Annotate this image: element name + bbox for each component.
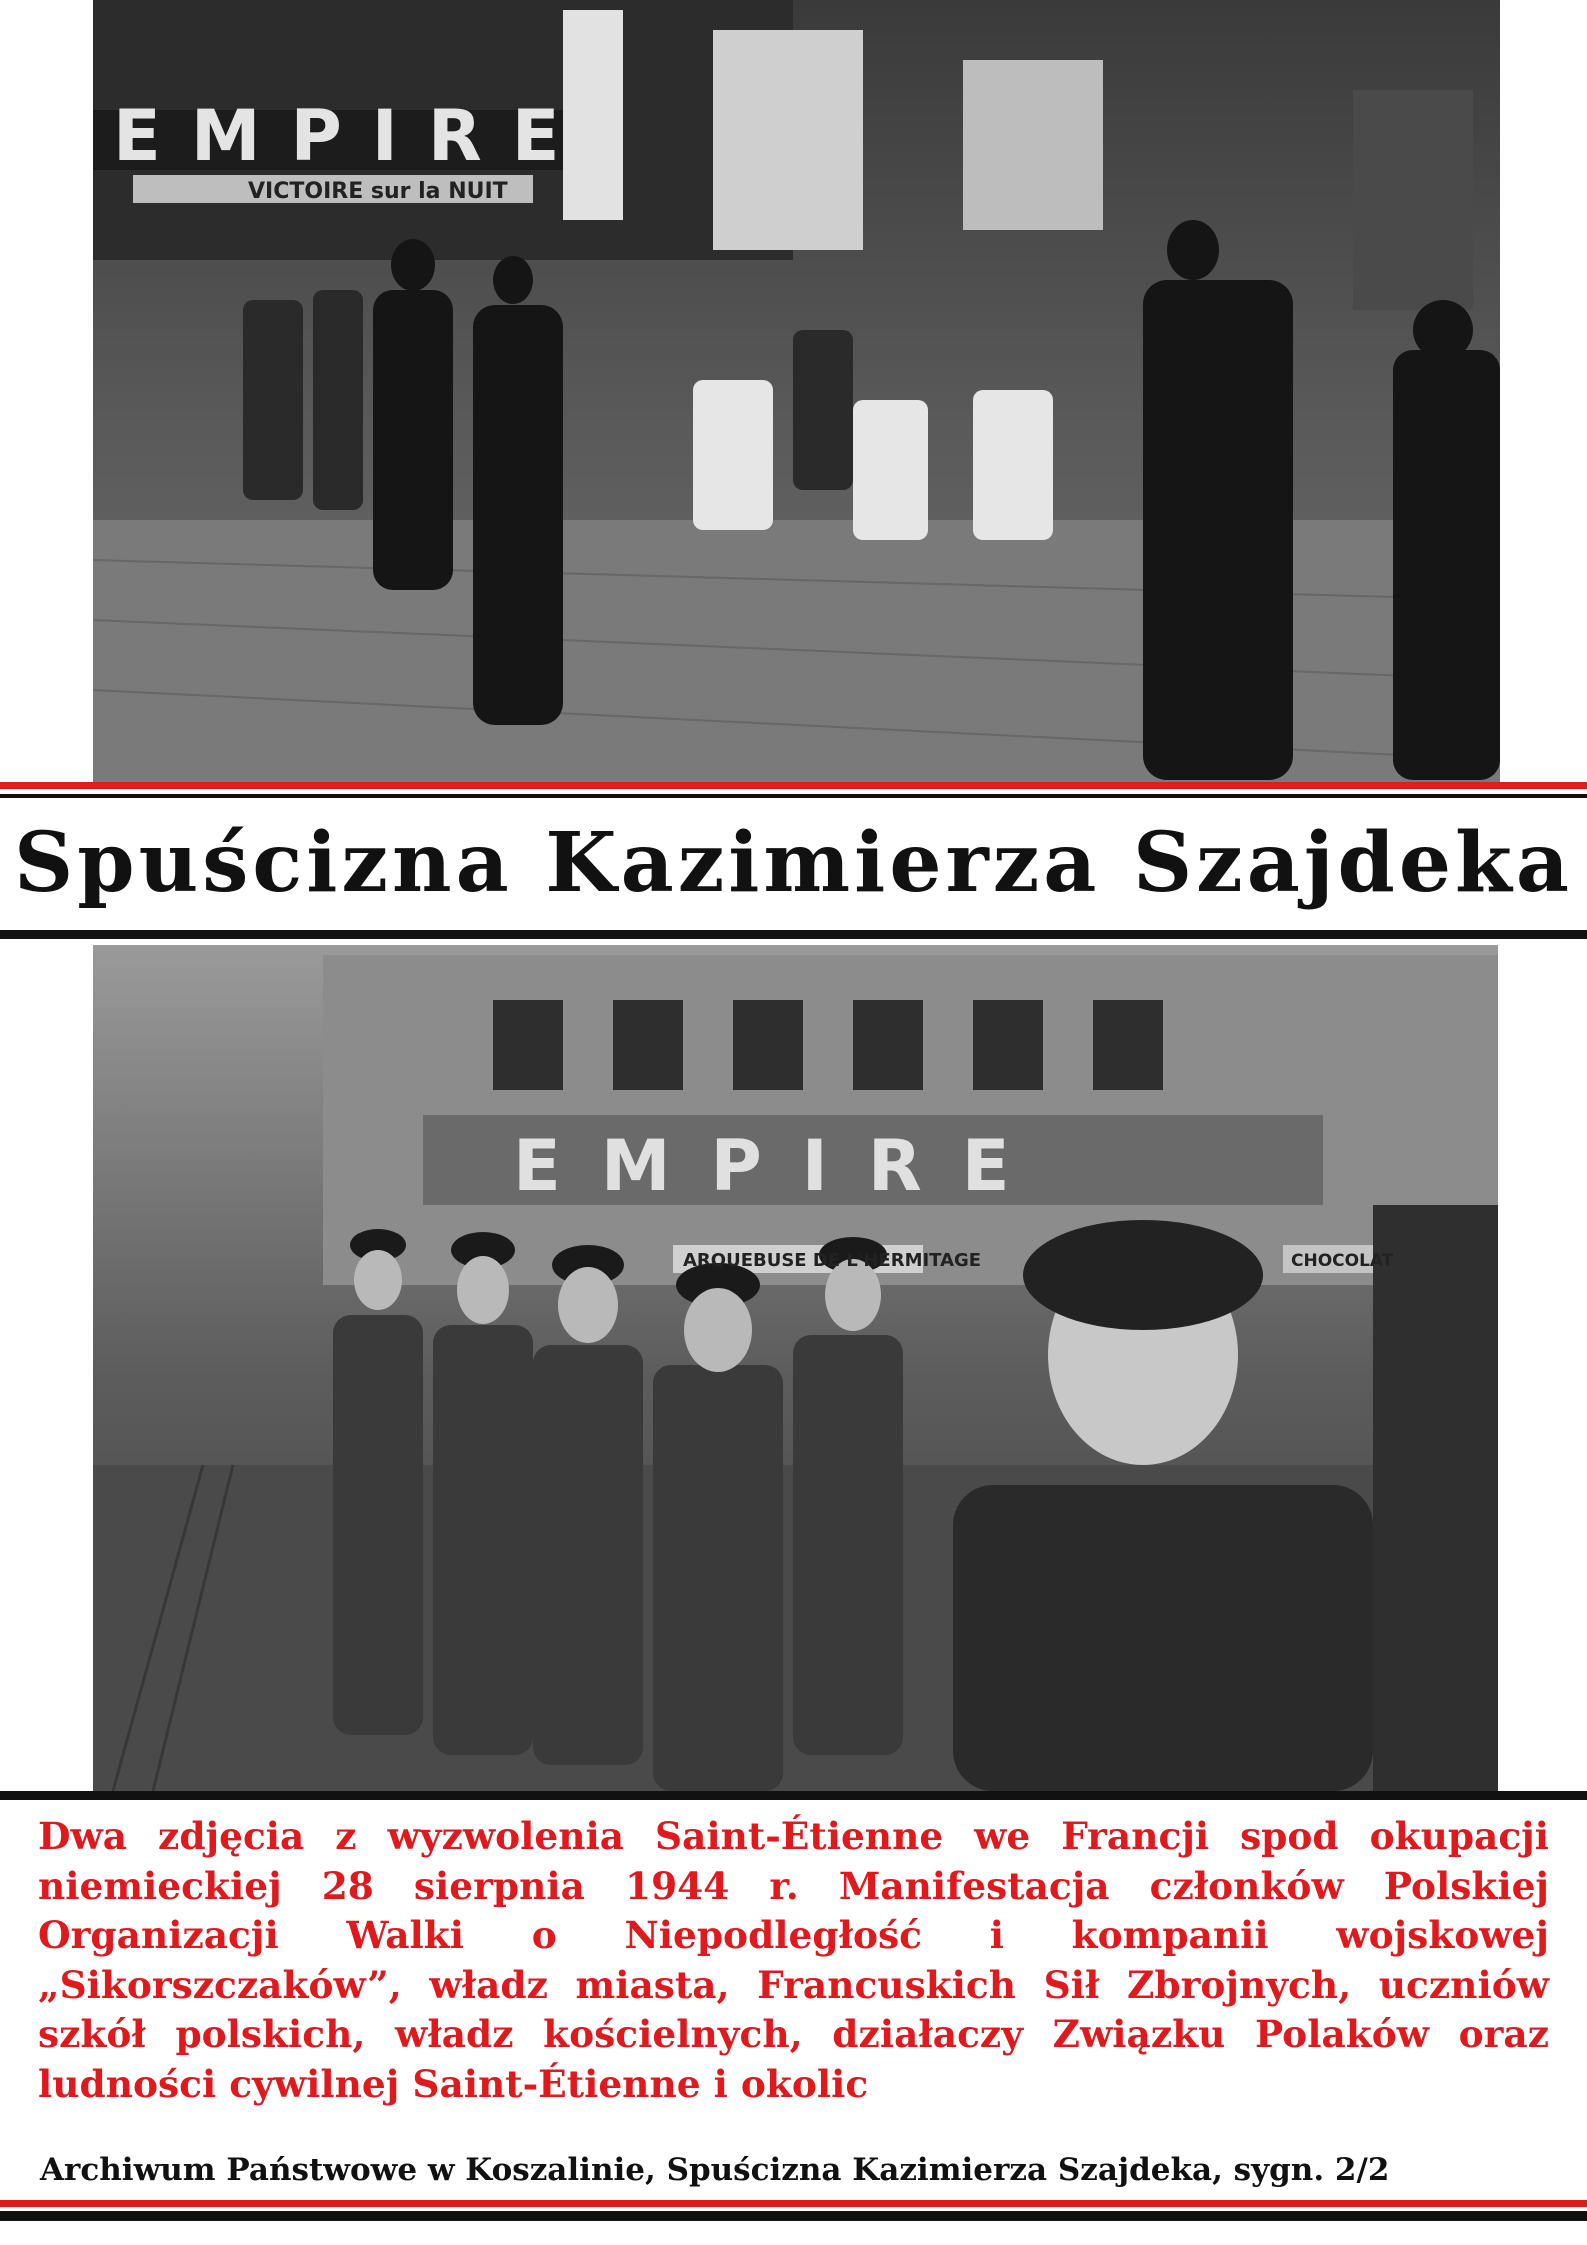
- page-title: Spuścizna Kazimierza Szajdeka: [14, 815, 1573, 911]
- sign-chocolat: CHOCOLAT: [1291, 1251, 1394, 1271]
- footer-rule-red: [0, 2200, 1587, 2207]
- sign-victoire: VICTOIRE sur la NUIT: [248, 179, 508, 204]
- sign-empire-top: EMPIRE: [113, 95, 590, 177]
- caption-rule-black-top: [0, 1791, 1587, 1800]
- title-rule-black-bottom: [0, 930, 1587, 939]
- photo-procession-children-image: [93, 0, 1500, 782]
- photo-caption: Dwa zdjęcia z wyzwolenia Saint-Étienne we Francji spod okupacji niemieckiej 28 sierpnia 1944 r. Manifestacja członków Polskiej Organizacji Walki o Niepodległość i kompanii wojskowej „Sikorszczaków”, władz miasta, Francuskich Sił Zbrojnych, uczniów szkół polskich, władz kościelnych, działaczy Związku Polaków oraz ludności cywilnej Saint-Étienne i okolic: [38, 1814, 1549, 2106]
- footer-rule-black: [0, 2211, 1587, 2221]
- title-rule-red-top: [0, 782, 1587, 789]
- photo-soldiers-march: [93, 945, 1498, 1791]
- title-rule-black-top: [0, 794, 1587, 798]
- photo-procession-children: [93, 0, 1500, 782]
- sign-empire-bottom: EMPIRE: [513, 1125, 1050, 1207]
- archive-source-citation: Archiwum Państwowe w Koszalinie, Spuścizna Kazimierza Szajdeka, sygn. 2/2: [40, 2152, 1390, 2188]
- photo-soldiers-march-image: [93, 945, 1498, 1791]
- sign-arquebuse: ARQUEBUSE DE L'HERMITAGE: [683, 1250, 982, 1271]
